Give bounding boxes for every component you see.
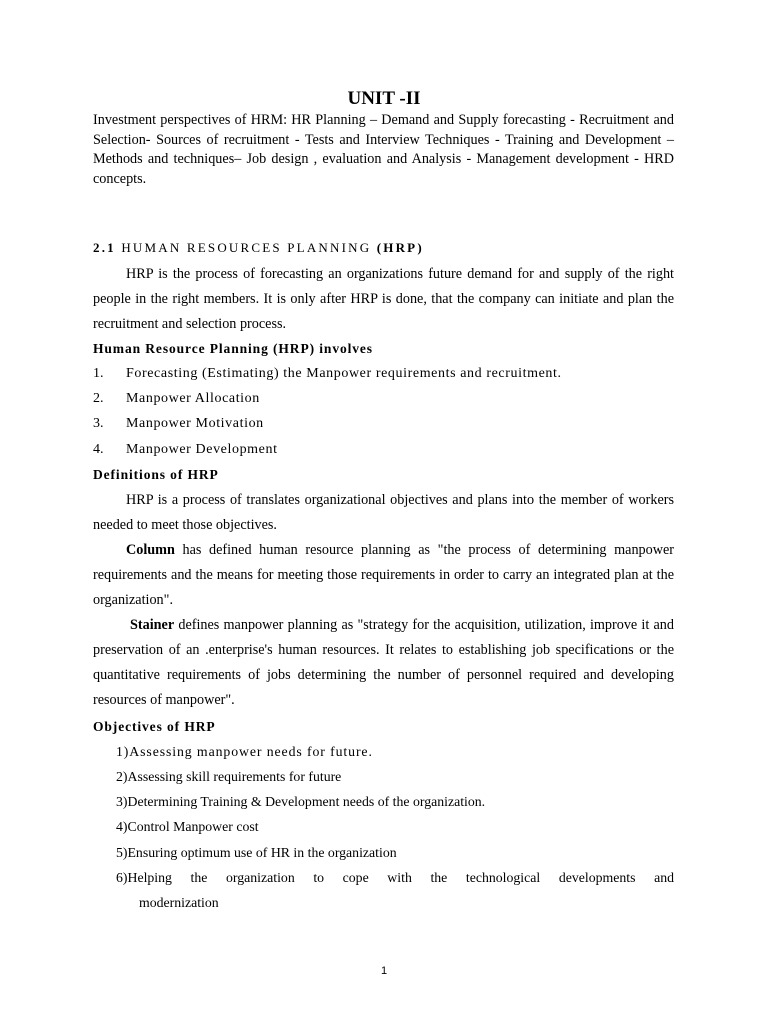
author-name: Column — [126, 542, 175, 558]
involves-heading: Human Resource Planning (HRP) involves — [93, 341, 373, 356]
definition-text: defines manpower planning as "strategy for the acquisition, utilization, improve it and preservation of an .enterprise's human resources. It relates to establishing job specifications or the quantitative requirements of jobs determining the number of personnel required and developing resources of manpower". — [93, 617, 674, 708]
objective-item: 6)Helping the organization to cope with the technological developments and — [116, 870, 674, 885]
page-number: 1 — [380, 965, 388, 977]
list-item — [93, 442, 278, 458]
hrp-paragraph — [93, 262, 674, 337]
list-item — [93, 416, 264, 432]
objectives-heading: Objectives of HRP — [93, 719, 216, 734]
list-item — [93, 391, 260, 407]
hrp-paragraph-text: HRP is the process of forecasting an organizations future demand for and supply of the right people in the right members. It is only after HRP is done, that the company can initiate and plan the recruitment and selection process. — [93, 266, 674, 332]
list-item-text: Manpower Development — [126, 442, 278, 457]
unit-intro: Investment perspectives of HRM: HR Planning – Demand and Supply forecasting - Recruitment and Selection- Sources of recruitment - Tests and Interview Techniques - Training and Development – Methods and techniques– Job design , evaluation and Analysis - Management development - HRD concepts. — [93, 112, 674, 187]
stainer-definition — [93, 613, 674, 713]
definition-text: HRP is a process of translates organizational objectives and plans into the member of workers needed to meet those objectives. — [93, 492, 674, 533]
section-abbrev: (HRP) — [376, 240, 424, 255]
section-title: HUMAN RESOURCES PLANNING — [121, 240, 372, 255]
list-item-number: 2. — [93, 391, 104, 406]
author-name: Stainer — [130, 617, 175, 633]
column-definition — [93, 538, 674, 613]
objective-item: 2)Assessing skill requirements for future — [116, 769, 342, 784]
list-item-text: Forecasting (Estimating) the Manpower requirements and recruitment. — [126, 366, 562, 381]
list-item-text: Manpower Allocation — [126, 391, 260, 406]
objective-item: 4)Control Manpower cost — [116, 819, 259, 834]
list-item-text: Manpower Motivation — [126, 416, 264, 431]
objective-item: 1)Assessing manpower needs for future. — [116, 744, 373, 759]
definition-text: has defined human resource planning as "the process of determining manpower requirements and the means for meeting those requirements in order to carry an integrated plan at the organization". — [93, 542, 674, 608]
list-item-number: 4. — [93, 442, 104, 457]
list-item — [93, 366, 562, 382]
section-heading — [93, 240, 424, 256]
definition-paragraph — [93, 488, 674, 538]
definitions-heading: Definitions of HRP — [93, 467, 219, 482]
objective-item: 3)Determining Training & Development needs of the organization. — [116, 794, 486, 809]
list-item-number: 1. — [93, 366, 104, 381]
section-number: 2.1 — [93, 240, 116, 255]
unit-title: UNIT -II — [347, 88, 421, 109]
objective-item: 5)Ensuring optimum use of HR in the organization — [116, 845, 397, 860]
objective-item-continuation: modernization — [139, 895, 219, 910]
list-item-number: 3. — [93, 416, 104, 431]
